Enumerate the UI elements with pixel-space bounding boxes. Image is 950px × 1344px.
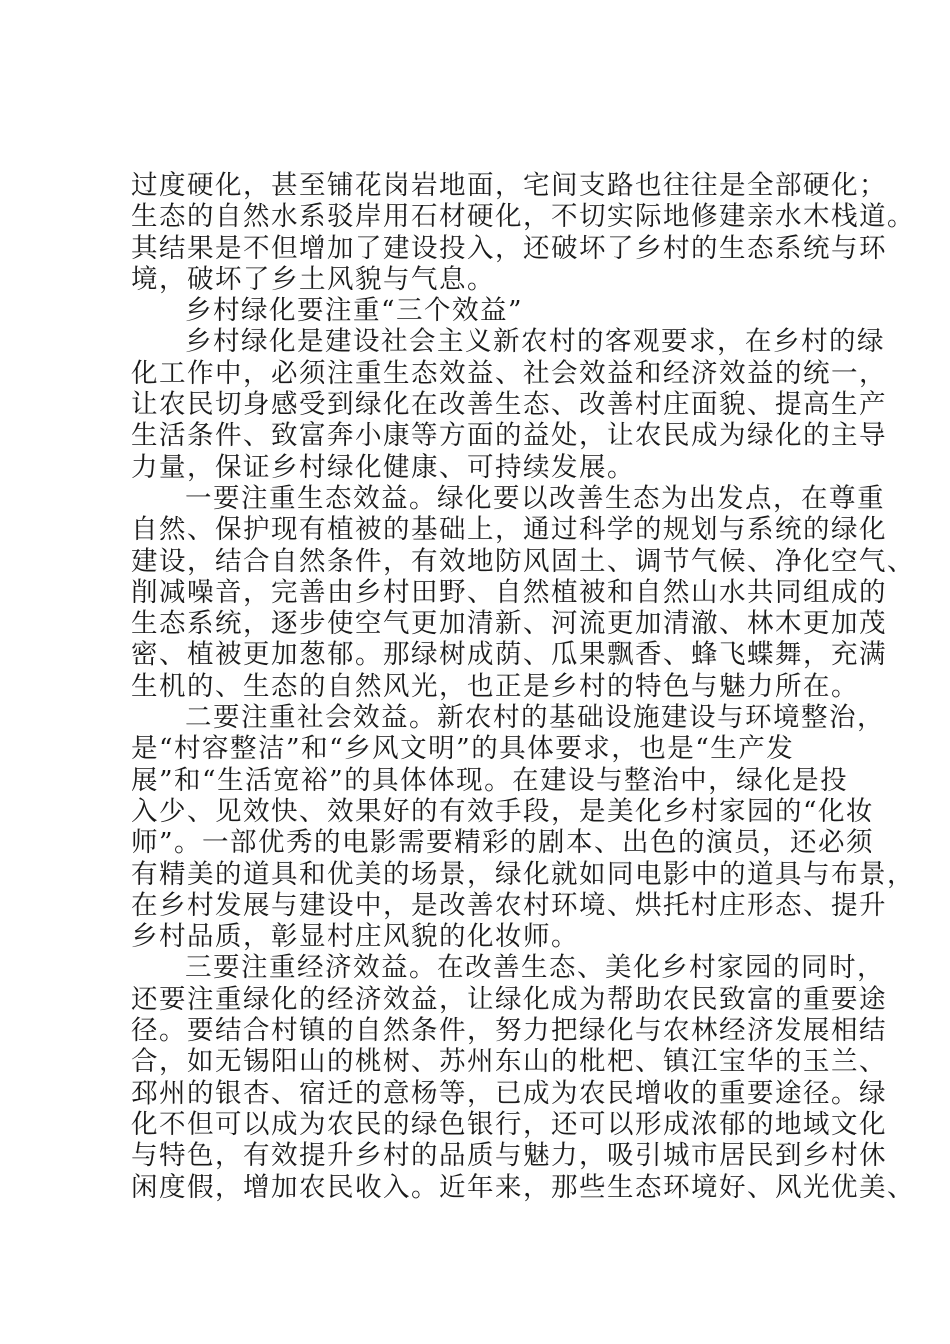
text-line: 建设，结合自然条件，有效地防风固土、调节气候、净化空气、 xyxy=(131,545,915,577)
text-line: 其结果是不但增加了建设投入，还破坏了乡村的生态系统与环 xyxy=(131,232,887,264)
text-line: 径。要结合村镇的自然条件，努力把绿化与农林经济发展相结 xyxy=(131,1015,887,1047)
text-line: 是“村容整洁”和“乡风文明”的具体要求，也是“生产发 xyxy=(131,733,795,765)
paragraph-first-line: 二要注重社会效益。新农村的基础设施建设与环境整治， xyxy=(185,702,885,734)
text-line: 乡村品质，彰显村庄风貌的化妆师。 xyxy=(131,921,579,953)
text-line: 师”。一部优秀的电影需要精彩的剧本、出色的演员，还必须 xyxy=(131,827,875,859)
text-line: 生活条件、致富奔小康等方面的益处，让农民成为绿化的主导 xyxy=(131,420,887,452)
text-line: 让农民切身感受到绿化在改善生态、改善村庄面貌、提高生产 xyxy=(131,389,887,421)
body-text xyxy=(131,170,915,1203)
text-line: 化不但可以成为农民的绿色银行，还可以形成浓郁的地域文化 xyxy=(131,1108,887,1140)
text-line: 邳州的银杏、宿迁的意杨等，已成为农民增收的重要途径。绿 xyxy=(131,1077,887,1109)
text-line: 入少、见效快、效果好的有效手段，是美化乡村家园的“化妆 xyxy=(131,795,875,827)
paragraph-first-line: 乡村绿化要注重“三个效益” xyxy=(185,295,524,327)
text-line: 力量，保证乡村绿化健康、可持续发展。 xyxy=(131,451,635,483)
text-line: 密、植被更加葱郁。那绿树成荫、瓜果飘香、蜂飞蝶舞，充满 xyxy=(131,639,887,671)
text-line: 境，破坏了乡土风貌与气息。 xyxy=(131,263,495,295)
text-line: 还要注重绿化的经济效益，让绿化成为帮助农民致富的重要途 xyxy=(131,983,887,1015)
text-line: 化工作中，必须注重生态效益、社会效益和经济效益的统一， xyxy=(131,357,887,389)
text-line: 闲度假，增加农民收入。近年来，那些生态环境好、风光优美、 xyxy=(131,1171,915,1203)
text-line: 生机的、生态的自然风光，也正是乡村的特色与魅力所在。 xyxy=(131,670,859,702)
paragraph-first-line: 乡村绿化是建设社会主义新农村的客观要求，在乡村的绿 xyxy=(185,326,885,358)
text-line: 展”和“生活宽裕”的具体体现。在建设与整治中，绿化是投 xyxy=(131,764,849,796)
text-line: 合，如无锡阳山的桃树、苏州东山的枇杷、镇江宝华的玉兰、 xyxy=(131,1046,887,1078)
text-line: 生态的自然水系驳岸用石材硬化，不切实际地修建亲水木栈道。 xyxy=(131,201,915,233)
text-line: 削减噪音，完善由乡村田野、自然植被和自然山水共同组成的 xyxy=(131,576,887,608)
text-line: 有精美的道具和优美的场景，绿化就如同电影中的道具与布景， xyxy=(131,858,915,890)
paragraph-first-line: 一要注重生态效益。绿化要以改善生态为出发点，在尊重 xyxy=(185,482,885,514)
text-line: 自然、保护现有植被的基础上，通过科学的规划与系统的绿化 xyxy=(131,514,887,546)
text-line: 在乡村发展与建设中，是改善农村环境、烘托村庄形态、提升 xyxy=(131,889,887,921)
text-line: 过度硬化，甚至铺花岗岩地面，宅间支路也往往是全部硬化； xyxy=(131,170,887,201)
text-line: 与特色，有效提升乡村的品质与魅力，吸引城市居民到乡村休 xyxy=(131,1140,887,1172)
paragraph-first-line: 三要注重经济效益。在改善生态、美化乡村家园的同时， xyxy=(185,952,885,984)
text-line: 生态系统，逐步使空气更加清新、河流更加清澈、林木更加茂 xyxy=(131,608,887,640)
